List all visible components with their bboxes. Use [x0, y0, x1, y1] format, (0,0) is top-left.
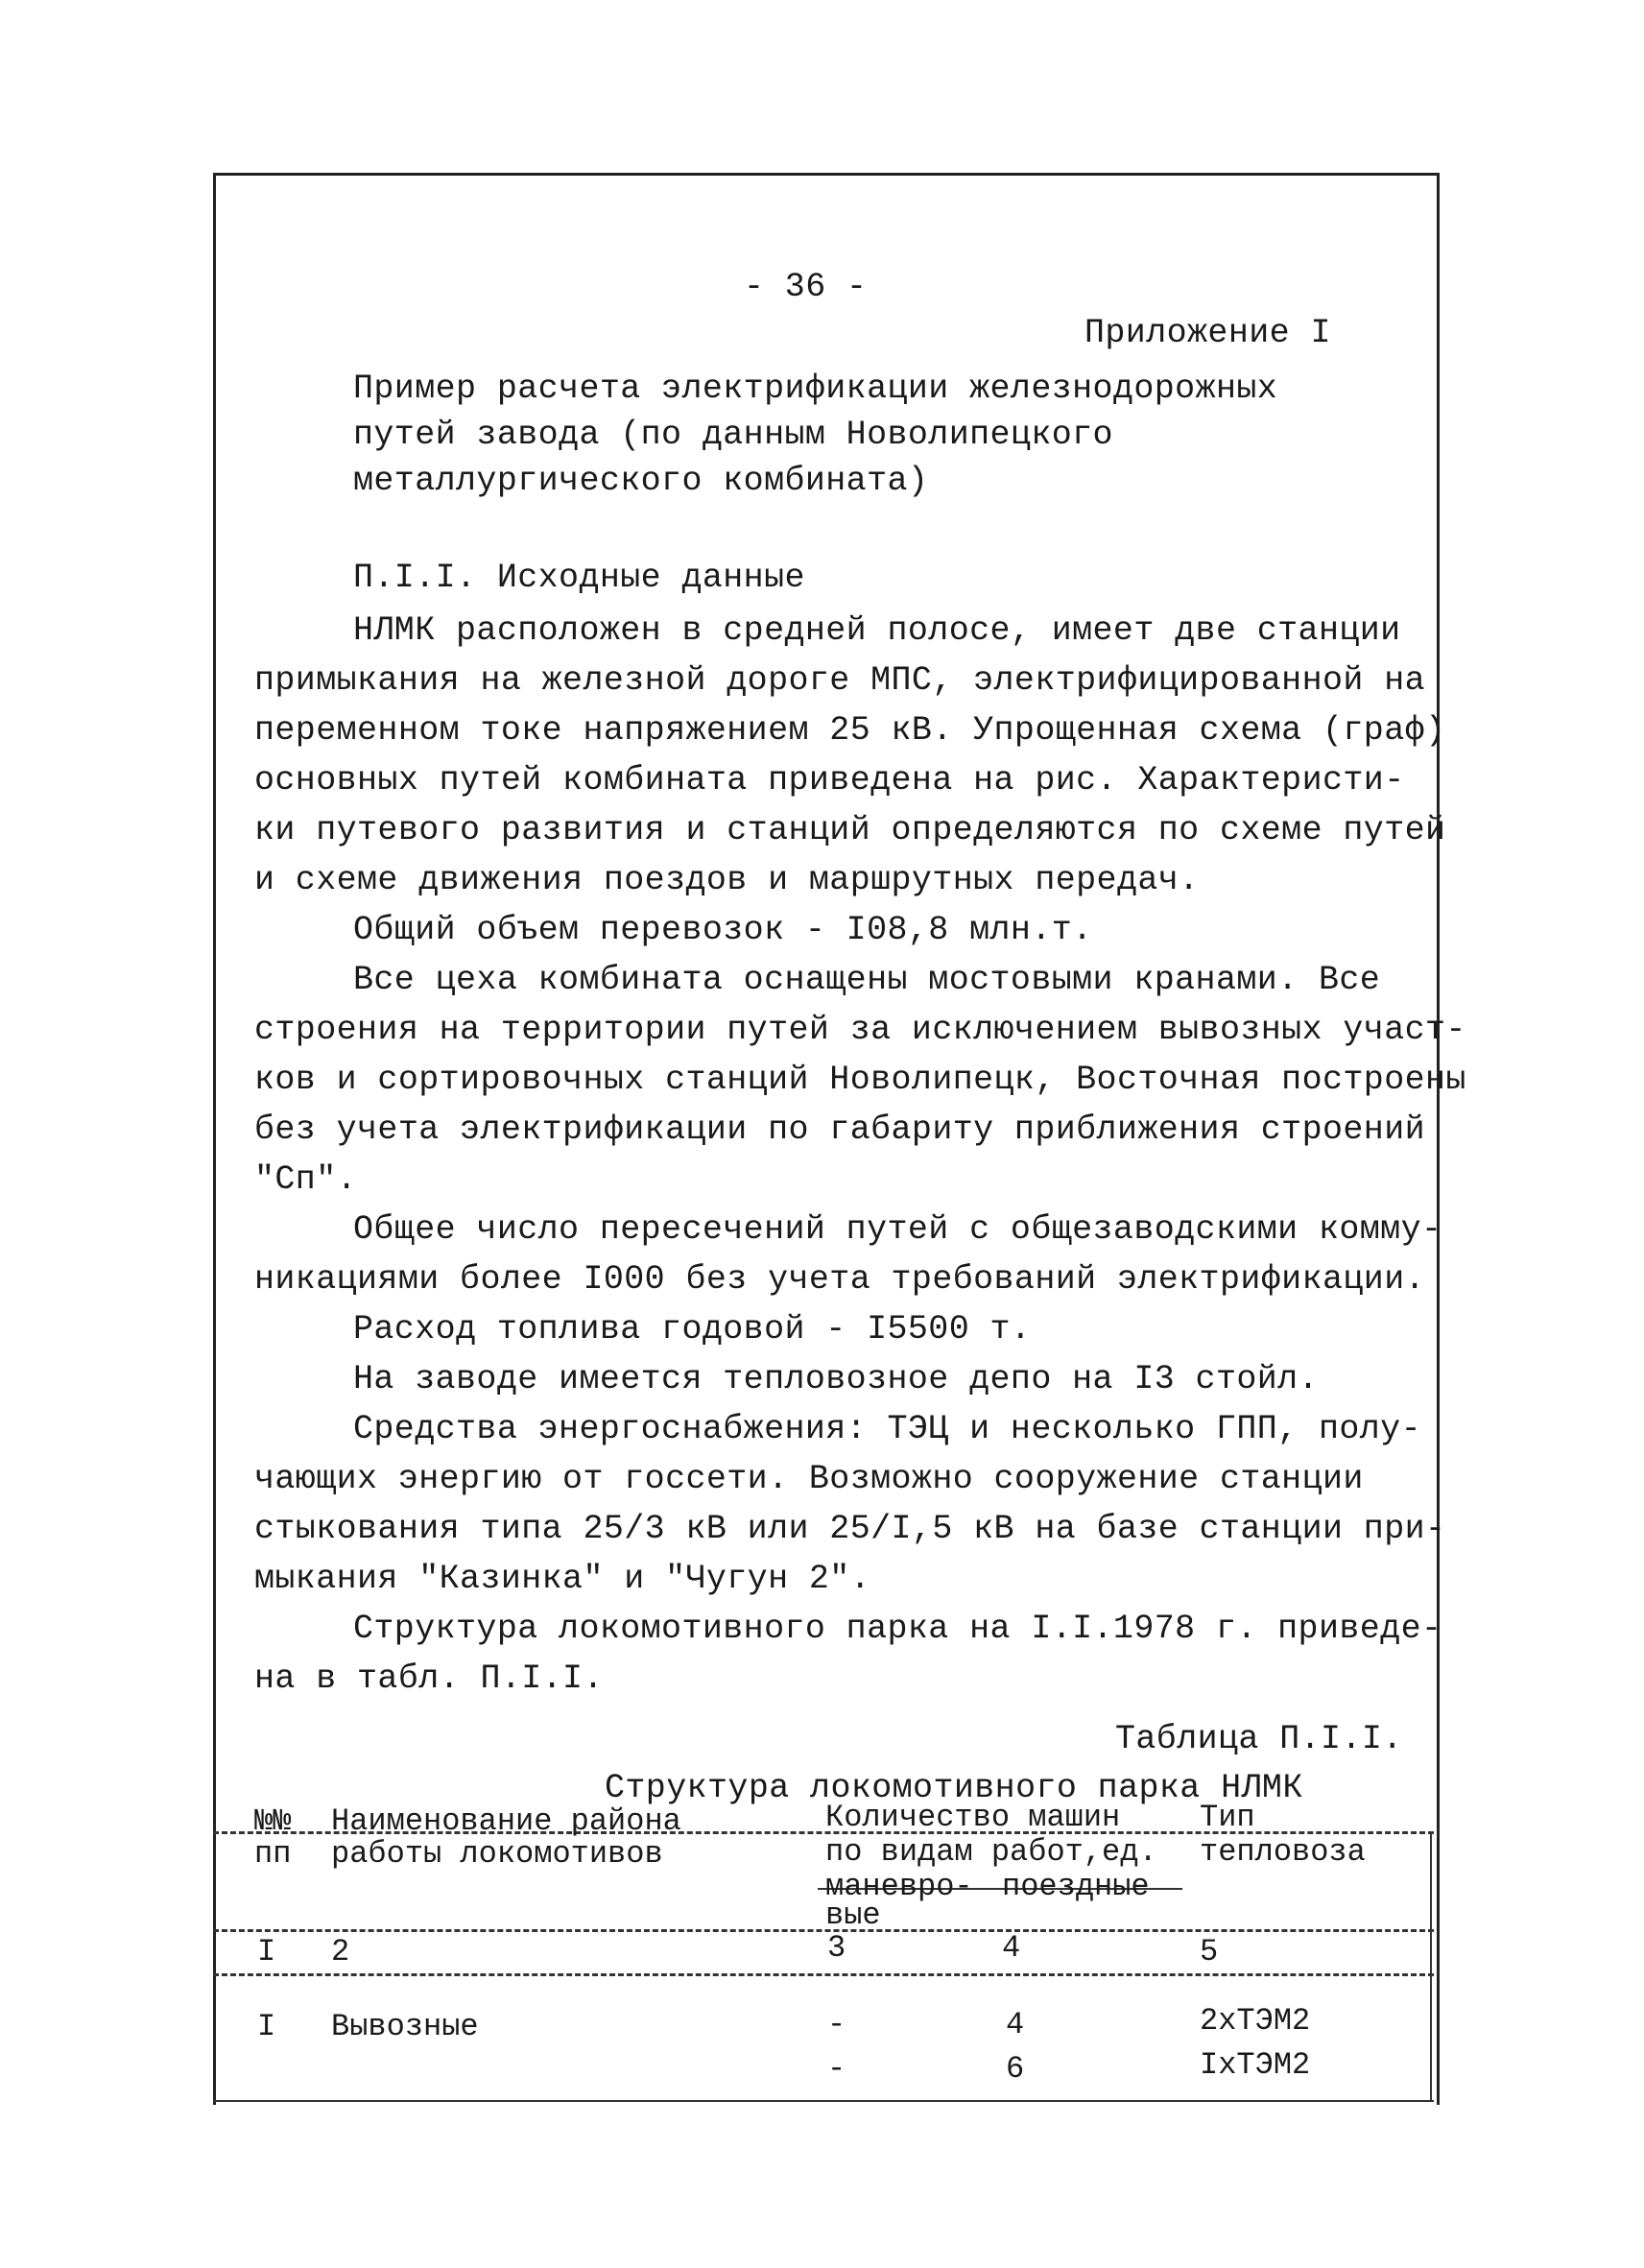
title-line: Пример расчета электрификации железнодорожных [353, 370, 1278, 408]
header-type: тепловоза [1200, 1834, 1366, 1870]
header-qty-group: Количество машин [825, 1800, 1121, 1835]
row-shunting: - [827, 2051, 846, 2087]
body-line: Все цеха комбината оснащены мостовыми кранами. Все [353, 961, 1381, 999]
column-numbers-rule-bottom [213, 1973, 1434, 1976]
header-shunting: вые [825, 1898, 881, 1933]
header-num: №№ [254, 1803, 292, 1839]
body-line: на в табл. П.I.I. [254, 1659, 604, 1698]
header-type: Тип [1200, 1800, 1255, 1835]
table-label: Таблица П.I.I. [1115, 1720, 1403, 1758]
column-number: 5 [1200, 1934, 1219, 1970]
body-line: без учета электрификации по габариту приближения строений [254, 1110, 1425, 1149]
body-line: Общее число пересечений путей с общезаводскими комму- [353, 1210, 1442, 1249]
section-heading: П.I.I. Исходные данные [353, 559, 805, 597]
body-line: мыкания "Казинка" и "Чугун 2". [254, 1560, 871, 1598]
body-line: и схеме движения поездов и маршрутных передач. [254, 861, 1200, 899]
body-line: ки путевого развития и станций определяются по схеме путей [254, 811, 1446, 849]
row-type: 2хТЭМ2 [1200, 2003, 1311, 2039]
body-line: строения на территории путей за исключением вывозных участ- [254, 1011, 1466, 1049]
row-name: Вывозные [331, 2009, 479, 2044]
body-line: переменном токе напряжением 25 кВ. Упрощенная схема (граф) [254, 711, 1446, 750]
body-line: чающих энергию от госсети. Возможно сооружение станции [254, 1460, 1364, 1498]
header-shunting: маневро- [825, 1869, 973, 1904]
body-line: основных путей комбината приведена на рис. Характеристи- [254, 761, 1405, 800]
body-line: Общий объем перевозок - I08,8 млн.т. [353, 911, 1093, 949]
body-line: Средства энергоснабжения: ТЭЦ и несколько ГПП, полу- [353, 1410, 1421, 1448]
table-right-border [1430, 1831, 1432, 2102]
row-type: IхТЭМ2 [1200, 2047, 1311, 2083]
column-number: 2 [331, 1934, 350, 1970]
row-num: I [257, 2009, 276, 2044]
header-num: пп [254, 1836, 292, 1872]
body-line: Структура локомотивного парка на I.I.1978 г. приведе- [353, 1610, 1442, 1648]
title-line: путей завода (по данным Новолипецкого [353, 416, 1113, 454]
title-line: металлургического комбината) [353, 462, 929, 500]
column-number: 4 [1002, 1930, 1021, 1966]
header-name: работы локомотивов [331, 1836, 663, 1872]
body-line: НЛМК расположен в средней полосе, имеет две станции [353, 611, 1401, 650]
header-train: поездные [1002, 1869, 1150, 1904]
body-line: стыкования типа 25/3 кВ или 25/I,5 кВ на базе станции при- [254, 1510, 1446, 1548]
column-number: 3 [827, 1930, 846, 1966]
body-line: примыкания на железной дороге МПС, электрифицированной на [254, 661, 1425, 700]
column-number: I [257, 1934, 276, 1970]
row-train: 4 [1006, 2007, 1025, 2042]
body-line: ков и сортировочных станций Новолипецк, Восточная построены [254, 1061, 1466, 1099]
column-numbers-rule-top [213, 1929, 1434, 1932]
table-bottom-rule [213, 2100, 1434, 2102]
row-shunting: - [827, 2007, 846, 2042]
row-train: 6 [1006, 2051, 1025, 2087]
page-number: - 36 - [744, 268, 868, 306]
table-title: Структура локомотивного парка НЛМК [605, 1769, 1303, 1807]
header-name: Наименование района [331, 1803, 681, 1839]
body-line: На заводе имеется тепловозное депо на I3 стойл. [353, 1360, 1319, 1398]
header-qty-sub: по видам работ,ед. [825, 1834, 1157, 1870]
body-line: "Сп". [254, 1160, 358, 1199]
appendix-label: Приложение I [1084, 314, 1331, 352]
body-line: Расход топлива годовой - I5500 т. [353, 1310, 1032, 1349]
body-line: никациями более I000 без учета требований электрификации. [254, 1260, 1425, 1299]
